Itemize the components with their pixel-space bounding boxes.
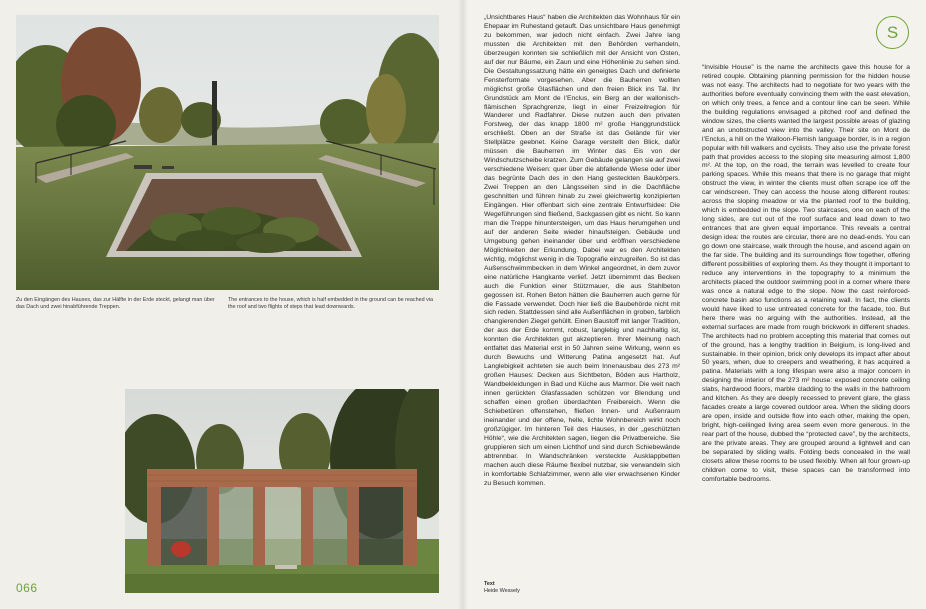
article-text-english: “Invisible House” is the name the architects gave this house for a retired couple. Obtaining planning permission for the hidden house was not easy. The architects had to negotiate for two years with the authorities before eventually convincing them with the east elevation, on which only trees, a fence and a contour line can be seen. While the building regulations envisaged a pitched roof and defined the window sizes, the clients wanted the largest possible areas of glazing and an unobstructed view into the valley. Their site on Mont de l’Enclus, a hill on the Walloon-Flemish language border, is in a region popular with hill walkers and cyclists. They also use the private forest path that provides access to the sloping site measuring almost 1,800 m². At the top, on the road, the terrain was levelled to create four parking spaces. While this means that there is no garage that might obstruct the view, in winter the clients must often scrape ice off the car windscreen. They can access the house along different routes: across the sloping meadow or via the planted roof to the building, which is embedded in the slope. Two staircases, one on each of the long sides, are cut out of the roof surface and lead down to two entrances that are given equal importance. This reveals a central design idea: the routes are circular, there are no dead-ends. You can go down one staircase, walk through the house, and ascend again on the far side. The building and its surroundings flow together, offering different possibilities of exploring them. As they thought it important to reduce any interventions in the topography to a minimum the architects placed the outdoor swimming pool in a corner where there was once a natural edge to the slope. Now the cast reinforced-concrete basin also functions as a retaining wall. In fact, the clients would have liked to use untreated concrete for the facade, too. But here there was no arguing with the authorities. Instead, all the external surfaces are made from rough brickwork in different shades. The architects had no problem accepting this material that comes out of the ground, has a lengthy tradition in Belgium, is long-lived and sustainable. In their opinion, brick only develops its impact after about 50 years, when, due to creepers and weathering, it has acquired a patina. Materials with a long lifespan were also a major concern in designing the interior of the 273 m² house: exposed concrete ceiling slabs, hardwood floors, marble cladding to the walls in the bathroom and kitchen. As they are deeply recessed to prevent glare, the glass facades create a large covered outdoor area. When the sliding doors are open, inside and outside flow into each other, making the open, bright, high-ceilinged living area seem even more generous. In the rear part of the house, dubbed the “protected cave”, by the architects, are the private areas. They are grouped around a lightwell and can be separated by sliding walls. Folding beds concealed in the wall closets allow these rooms to be used flexibly. When all four grown-up children come to visit, these spaces can be transformed into comfortable bedrooms.: [702, 64, 910, 483]
credit-author-name: Heide Wessely: [484, 588, 520, 594]
roof-pool-photo: [16, 15, 439, 290]
photo-caption-english: The entrances to the house, which is half embedded in the ground can be reached via the roof and two flights of steps that lead downwards.: [228, 297, 433, 310]
credit-label: Text: [484, 581, 495, 587]
article-text-german: „Unsichtbares Haus“ haben die Architekten das Wohnhaus für ein Ehepaar im Ruhestand getauft. Das unsichtbare Haus genehmigt zu bekommen, war jedoch nicht einfach. Zwei Jahre lang mussten die Architekten mit den Behörden verhandeln, überzeugen konnten sie schließlich mit der Ansicht von Osten, auf der nur Bäume, ein Zaun und eine Höhenlinie zu sehen sind. Die Gestaltungssatzung hätte ein geneigtes Dach und definierte Fensterformate vorgesehen. Aber die Bauherren wollten möglichst große Glasflächen und den freien Blick ins Tal. Ihr Grundstück am Mont de l’Enclus, ein Berg an der wallonisch-flämischen Sprachgrenze, liegt in einer Freizeitregion für Wanderer und Radfahrer. Diese nutzen auch den privaten Forstweg, der das knapp 1800 m² große Hanggrundstück erschließt. Oben an der Straße ist das Gelände für vier Stellplätze geebnet. Keine Garage verstellt den Blick, dafür müssen die Bauherren im Winter das Eis von der Windschutzscheibe kratzen. Zum Gebäude gelangen sie auf zwei verschiedene Weisen: quer über die abfallende Wiese oder über das begrünte Dach des in den Hang gesteckten Baukörpers. Zwei Treppen an den Längsseiten sind in die Dachfläche geschnitten und führen hinab zu zwei gleichwertig konzipierten Eingängen. Hier offenbart sich eine zentrale Entwurfsidee: Die Wegeführungen sind fließend, Sackgassen gibt es nicht. So kann man die Treppe hinuntersteigen, um das Haus herumgehen und auf der anderen Seite wieder hinaufsteigen. Gebäude und Umgebung gehen ineinander über und eröffnen verschiedene Möglichkeiten der Erkundung. Dabei war es den Architekten wichtig, möglichst wenig in die Topografie einzugreifen. So ist das Außenschwimmbecken in dem Winkel angeordnet, in dem zuvor eine natürliche Hangkante verlief. Jetzt übernimmt das Becken auch die Funktion einer Stützmauer, die aus Stahlbeton gegossen ist. Rohen Beton hätten die Bauherren auch gerne für die Fassade verwendet. Doch hier ließ die Baubehörde nicht mit sich reden. Stattdessen sind alle Außenflächen in groben, farblich changierenden Ziegel gehüllt. Einen Baustoff mit langer Tradition, der aus der Erde kommt, robust, langlebig und nachhaltig ist, konnten die Architekten gut akzeptieren. Ihrer Meinung nach entfaltet das Material erst in 50 Jahren seine Wirkung, wenn es durch Bewuchs und Witterung Patina angesetzt hat. Auf Langlebigkeit achteten sie auch beim Innenausbau des 273 m² großen Hauses: Decken aus Sichtbeton, Böden aus Hartholz, Wandbekleidungen in Bad und Küche aus Marmor. Die weit nach innen gerückten Glasfassaden schützen vor Blendung und schaffen einen großen überdachten Freibereich. Wenn die Schiebetüren offenstehen, fließen Innen- und Außenraum ineinander und der offene, helle, lichte Wohnbereich wirkt noch großzügiger. Im hinteren Teil des Hauses, in der „geschützten Höhle“, wie die Architekten sagen, liegen die Privatbereiche. Sie gruppieren sich um einen Lichthof und sind durch Schiebewände abtrennbar. In Wandschränken versteckte Ausklappbetten machen auch diese Räume flexibel nutzbar, sie verwandeln sich in komfortable Schlafzimmer, wenn alle vier erwachsenen Kinder zu Besuch kommen.: [484, 14, 680, 487]
page-number: 066: [16, 581, 38, 595]
brick-facade-photo: [125, 389, 439, 593]
author-credit: [484, 581, 520, 595]
photo-caption-german: Zu den Eingängen des Hauses, das zur Hälfte in der Erde steckt, gelangt man über das Dach und zwei hinabführende Treppen.: [16, 297, 215, 310]
section-badge: S: [876, 16, 909, 49]
book-gutter: [458, 0, 468, 609]
